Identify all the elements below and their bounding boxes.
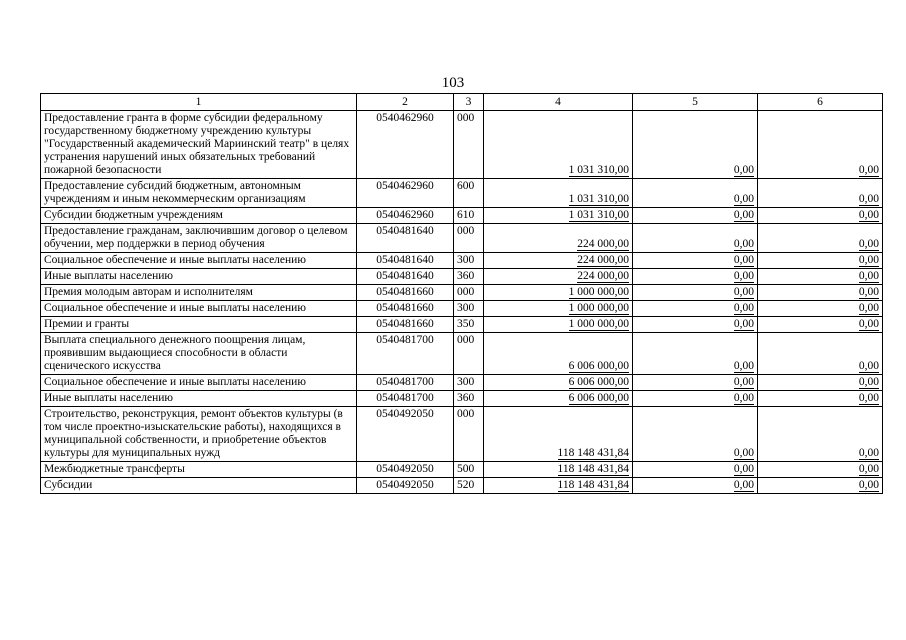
header-cell-3: 3 bbox=[454, 94, 484, 111]
row-col6-cell bbox=[758, 253, 883, 269]
row-col6: 0,00 bbox=[858, 270, 879, 282]
row-col5-cell bbox=[633, 301, 758, 317]
table-row bbox=[41, 317, 883, 333]
row-col5-cell bbox=[633, 285, 758, 301]
row-col5: 0,00 bbox=[733, 164, 754, 176]
row-col5-cell bbox=[633, 478, 758, 494]
row-col6: 0,00 bbox=[858, 254, 879, 266]
row-col5-cell bbox=[633, 269, 758, 285]
row-type-cell: 500 bbox=[454, 462, 484, 478]
table-row bbox=[41, 253, 883, 269]
row-col5-cell bbox=[633, 333, 758, 375]
row-col6-cell bbox=[758, 462, 883, 478]
row-name-cell: Предоставление субсидий бюджетным, автономным учреждениям и иным некоммерческим организациям bbox=[41, 179, 357, 208]
row-col6-cell bbox=[758, 317, 883, 333]
row-col6-cell bbox=[758, 391, 883, 407]
row-col5-cell bbox=[633, 253, 758, 269]
row-amount-cell bbox=[484, 333, 633, 375]
table-row bbox=[41, 407, 883, 462]
row-amount: 1 000 000,00 bbox=[568, 286, 629, 298]
row-col6: 0,00 bbox=[858, 392, 879, 404]
row-col6: 0,00 bbox=[858, 286, 879, 298]
row-type-cell: 000 bbox=[454, 407, 484, 462]
row-col6-cell bbox=[758, 478, 883, 494]
row-name-cell: Социальное обеспечение и иные выплаты населению bbox=[41, 253, 357, 269]
row-name-cell: Межбюджетные трансферты bbox=[41, 462, 357, 478]
row-code-cell: 0540481660 bbox=[357, 317, 454, 333]
row-type-cell: 300 bbox=[454, 375, 484, 391]
row-col6: 0,00 bbox=[858, 376, 879, 388]
row-code-cell: 0540481660 bbox=[357, 285, 454, 301]
row-code-cell: 0540481700 bbox=[357, 391, 454, 407]
row-col5: 0,00 bbox=[733, 270, 754, 282]
row-col6: 0,00 bbox=[858, 463, 879, 475]
row-col5: 0,00 bbox=[733, 479, 754, 491]
row-col5: 0,00 bbox=[733, 447, 754, 459]
row-col6-cell bbox=[758, 285, 883, 301]
row-col6-cell bbox=[758, 407, 883, 462]
row-type-cell: 300 bbox=[454, 301, 484, 317]
row-amount-cell bbox=[484, 269, 633, 285]
row-code-cell: 0540492050 bbox=[357, 462, 454, 478]
row-col6-cell bbox=[758, 111, 883, 179]
row-col5-cell bbox=[633, 317, 758, 333]
row-col5: 0,00 bbox=[733, 193, 754, 205]
row-amount-cell bbox=[484, 208, 633, 224]
header-cell-1: 1 bbox=[41, 94, 357, 111]
row-code-cell: 0540481640 bbox=[357, 224, 454, 253]
row-amount: 1 031 310,00 bbox=[568, 209, 629, 221]
row-amount-cell bbox=[484, 478, 633, 494]
row-amount: 1 031 310,00 bbox=[568, 193, 629, 205]
row-name-cell: Строительство, реконструкция, ремонт объектов культуры (в том числе проектно-изыскательские работы), находящихся в муниципальной собственности, и приобретение объектов культуры для муниципальных нужд bbox=[41, 407, 357, 462]
row-code-cell: 0540481660 bbox=[357, 301, 454, 317]
table-body bbox=[41, 111, 883, 494]
table-row bbox=[41, 478, 883, 494]
row-col6-cell bbox=[758, 179, 883, 208]
row-amount-cell bbox=[484, 224, 633, 253]
row-code-cell: 0540481700 bbox=[357, 375, 454, 391]
table-row bbox=[41, 224, 883, 253]
row-code-cell: 0540492050 bbox=[357, 478, 454, 494]
row-amount: 224 000,00 bbox=[577, 238, 629, 250]
row-amount: 118 148 431,84 bbox=[557, 463, 629, 475]
row-type-cell: 000 bbox=[454, 111, 484, 179]
row-name-cell: Социальное обеспечение и иные выплаты населению bbox=[41, 301, 357, 317]
row-col5: 0,00 bbox=[733, 376, 754, 388]
row-amount: 6 006 000,00 bbox=[568, 360, 629, 372]
row-name-cell: Иные выплаты населению bbox=[41, 391, 357, 407]
header-cell-4: 4 bbox=[484, 94, 633, 111]
row-amount-cell bbox=[484, 285, 633, 301]
row-col6: 0,00 bbox=[858, 360, 879, 372]
row-col6: 0,00 bbox=[858, 302, 879, 314]
table-row bbox=[41, 301, 883, 317]
table-row bbox=[41, 375, 883, 391]
row-name-cell: Социальное обеспечение и иные выплаты населению bbox=[41, 375, 357, 391]
row-col6-cell bbox=[758, 333, 883, 375]
header-cell-2: 2 bbox=[357, 94, 454, 111]
row-col5: 0,00 bbox=[733, 254, 754, 266]
table-row bbox=[41, 208, 883, 224]
row-col6: 0,00 bbox=[858, 479, 879, 491]
row-type-cell: 350 bbox=[454, 317, 484, 333]
row-col5: 0,00 bbox=[733, 463, 754, 475]
row-col6: 0,00 bbox=[858, 318, 879, 330]
row-col6-cell bbox=[758, 208, 883, 224]
row-col6: 0,00 bbox=[858, 164, 879, 176]
row-code-cell: 0540462960 bbox=[357, 179, 454, 208]
row-col6-cell bbox=[758, 301, 883, 317]
table-row bbox=[41, 462, 883, 478]
row-col6: 0,00 bbox=[858, 209, 879, 221]
row-col5-cell bbox=[633, 407, 758, 462]
row-type-cell: 610 bbox=[454, 208, 484, 224]
header-row bbox=[41, 94, 883, 111]
row-type-cell: 000 bbox=[454, 224, 484, 253]
budget-table bbox=[40, 93, 883, 494]
row-col6-cell bbox=[758, 375, 883, 391]
row-amount-cell bbox=[484, 301, 633, 317]
row-col5-cell bbox=[633, 391, 758, 407]
row-col6-cell bbox=[758, 224, 883, 253]
row-type-cell: 300 bbox=[454, 253, 484, 269]
row-amount: 224 000,00 bbox=[577, 254, 629, 266]
row-amount: 1 000 000,00 bbox=[568, 302, 629, 314]
page-number: 103 bbox=[441, 75, 465, 91]
row-amount-cell bbox=[484, 111, 633, 179]
table-row bbox=[41, 391, 883, 407]
row-type-cell: 600 bbox=[454, 179, 484, 208]
row-amount-cell bbox=[484, 253, 633, 269]
row-col5-cell bbox=[633, 208, 758, 224]
row-col5-cell bbox=[633, 179, 758, 208]
row-amount: 6 006 000,00 bbox=[568, 376, 629, 388]
row-col5: 0,00 bbox=[733, 302, 754, 314]
header-cell-5: 5 bbox=[633, 94, 758, 111]
row-amount: 6 006 000,00 bbox=[568, 392, 629, 404]
row-amount: 118 148 431,84 bbox=[557, 479, 629, 491]
row-amount: 1 000 000,00 bbox=[568, 318, 629, 330]
row-amount-cell bbox=[484, 317, 633, 333]
row-amount: 224 000,00 bbox=[577, 270, 629, 282]
row-type-cell: 360 bbox=[454, 269, 484, 285]
row-code-cell: 0540462960 bbox=[357, 208, 454, 224]
row-name-cell: Предоставление гражданам, заключившим договор о целевом обучении, мер поддержки в период обучения bbox=[41, 224, 357, 253]
row-code-cell: 0540462960 bbox=[357, 111, 454, 179]
row-amount-cell bbox=[484, 407, 633, 462]
row-col5-cell bbox=[633, 111, 758, 179]
row-name-cell: Выплата специального денежного поощрения лицам, проявившим выдающиеся способности в области сценического искусства bbox=[41, 333, 357, 375]
row-col6-cell bbox=[758, 269, 883, 285]
row-name-cell: Иные выплаты населению bbox=[41, 269, 357, 285]
row-name-cell: Премии и гранты bbox=[41, 317, 357, 333]
row-col5: 0,00 bbox=[733, 318, 754, 330]
row-code-cell: 0540492050 bbox=[357, 407, 454, 462]
row-type-cell: 360 bbox=[454, 391, 484, 407]
row-type-cell: 000 bbox=[454, 285, 484, 301]
row-name-cell: Предоставление гранта в форме субсидии федеральному государственному бюджетному учреждению культуры "Государственный академический Мариинский театр" в целях устранения нарушений иных обязательных требований пожарной безопасности bbox=[41, 111, 357, 179]
row-amount-cell bbox=[484, 391, 633, 407]
row-col5: 0,00 bbox=[733, 360, 754, 372]
row-col6: 0,00 bbox=[858, 238, 879, 250]
row-col5-cell bbox=[633, 375, 758, 391]
row-col5-cell bbox=[633, 462, 758, 478]
row-code-cell: 0540481640 bbox=[357, 269, 454, 285]
row-amount: 1 031 310,00 bbox=[568, 164, 629, 176]
table-row bbox=[41, 333, 883, 375]
row-name-cell: Субсидии бюджетным учреждениям bbox=[41, 208, 357, 224]
row-code-cell: 0540481640 bbox=[357, 253, 454, 269]
row-amount-cell bbox=[484, 179, 633, 208]
row-amount-cell bbox=[484, 462, 633, 478]
row-name-cell: Субсидии bbox=[41, 478, 357, 494]
row-type-cell: 000 bbox=[454, 333, 484, 375]
row-col6: 0,00 bbox=[858, 447, 879, 459]
header-cell-6: 6 bbox=[758, 94, 883, 111]
row-name-cell: Премия молодым авторам и исполнителям bbox=[41, 285, 357, 301]
row-col5-cell bbox=[633, 224, 758, 253]
row-col5: 0,00 bbox=[733, 286, 754, 298]
row-col5: 0,00 bbox=[733, 392, 754, 404]
table-row bbox=[41, 285, 883, 301]
row-amount: 118 148 431,84 bbox=[557, 447, 629, 459]
row-code-cell: 0540481700 bbox=[357, 333, 454, 375]
table-row bbox=[41, 179, 883, 208]
row-col5: 0,00 bbox=[733, 238, 754, 250]
row-col6: 0,00 bbox=[858, 193, 879, 205]
table-row bbox=[41, 269, 883, 285]
row-col5: 0,00 bbox=[733, 209, 754, 221]
row-type-cell: 520 bbox=[454, 478, 484, 494]
table-row bbox=[41, 111, 883, 179]
row-amount-cell bbox=[484, 375, 633, 391]
